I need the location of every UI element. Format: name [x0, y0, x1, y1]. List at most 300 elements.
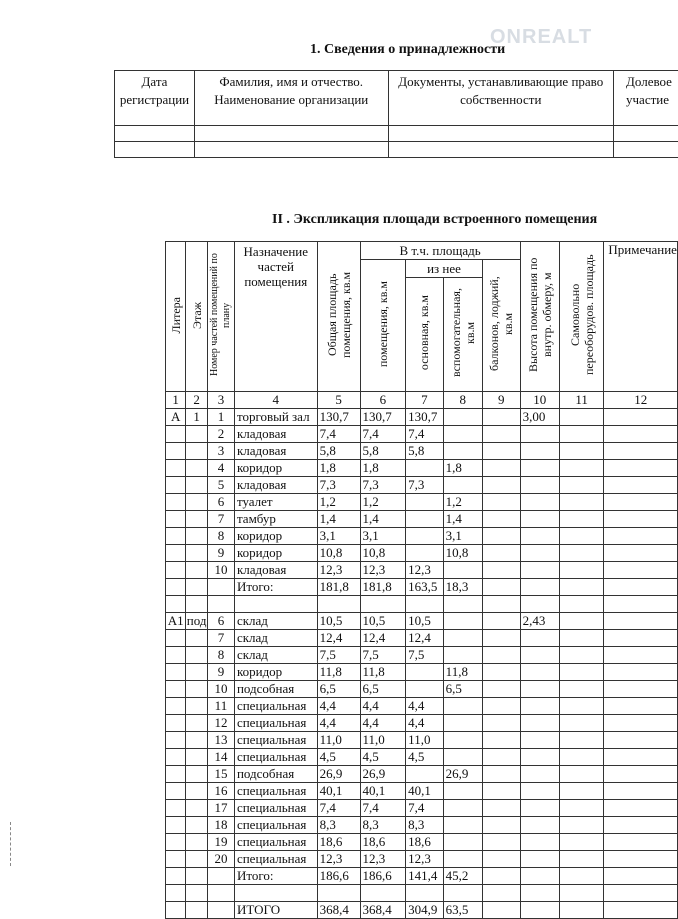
table-cell: 1,2	[317, 494, 360, 511]
table-cell	[604, 732, 678, 749]
table-cell: 6	[207, 494, 234, 511]
table-cell	[520, 800, 559, 817]
table-cell: 3,1	[360, 528, 406, 545]
table-cell	[520, 630, 559, 647]
table-cell	[406, 545, 444, 562]
table-cell: коридор	[234, 528, 317, 545]
table-cell	[520, 851, 559, 868]
table-cell	[482, 783, 520, 800]
table-cell: 12,4	[317, 630, 360, 647]
table-cell: 181,8	[317, 579, 360, 596]
header-height: Высота помещения по внутр. обмеру, м	[520, 242, 559, 392]
table-cell	[443, 732, 482, 749]
explication-table	[165, 241, 678, 919]
header-ownership-documents: Документы, устанавливающие право собственности	[388, 71, 614, 126]
table-cell: 1,4	[317, 511, 360, 528]
table-cell: тамбур	[234, 511, 317, 528]
table-cell	[443, 885, 482, 902]
table-cell	[559, 732, 604, 749]
table-cell: 4,4	[406, 698, 444, 715]
table-cell	[482, 460, 520, 477]
header-part-number: Номер частей помещений по плану	[207, 242, 234, 392]
table-cell	[482, 817, 520, 834]
table-cell: 12,3	[406, 562, 444, 579]
table-row	[166, 426, 678, 443]
table-cell	[520, 681, 559, 698]
table-cell: склад	[234, 613, 317, 630]
table-cell	[360, 885, 406, 902]
table-cell	[234, 596, 317, 613]
table-cell	[482, 834, 520, 851]
watermark-logo: ONREALT	[490, 26, 592, 49]
table-cell: 14	[207, 749, 234, 766]
table-row	[115, 142, 678, 158]
table-cell	[604, 613, 678, 630]
table-cell	[559, 715, 604, 732]
table-cell: 1,8	[360, 460, 406, 477]
table-row	[166, 885, 678, 902]
table-cell: 12,3	[360, 562, 406, 579]
table-cell: 40,1	[360, 783, 406, 800]
table-cell: 9	[207, 545, 234, 562]
table-cell: 11	[207, 698, 234, 715]
table-cell: 1	[186, 409, 208, 426]
table-row	[166, 630, 678, 647]
table-cell	[406, 766, 444, 783]
table-cell	[520, 664, 559, 681]
table-cell: 12,3	[317, 851, 360, 868]
header-owner-name: Фамилия, имя и отчество. Наименование организации	[194, 71, 388, 126]
table-cell: 18	[207, 817, 234, 834]
table-cell: 1,2	[360, 494, 406, 511]
table-row	[166, 817, 678, 834]
table-cell	[482, 868, 520, 885]
table-cell	[604, 715, 678, 732]
table-cell: 12,3	[406, 851, 444, 868]
table-cell	[166, 732, 186, 749]
table-cell	[166, 749, 186, 766]
table-cell	[482, 647, 520, 664]
table-cell: 10,8	[443, 545, 482, 562]
table-cell	[406, 596, 444, 613]
table-cell: 7,4	[317, 426, 360, 443]
table-cell	[166, 817, 186, 834]
table-cell	[604, 800, 678, 817]
table-cell: 11,0	[406, 732, 444, 749]
table-cell	[482, 902, 520, 919]
table-cell	[559, 834, 604, 851]
table-row	[166, 477, 678, 494]
table-cell: кладовая	[234, 562, 317, 579]
table-cell	[559, 766, 604, 783]
header-note: Примечание	[604, 242, 678, 392]
table-cell	[443, 749, 482, 766]
table-cell	[520, 426, 559, 443]
table-cell: 130,7	[360, 409, 406, 426]
table-cell	[186, 545, 208, 562]
table-cell	[207, 902, 234, 919]
table-cell	[443, 630, 482, 647]
table-cell: 16	[207, 783, 234, 800]
table-cell: подсобная	[234, 766, 317, 783]
table-cell	[443, 443, 482, 460]
table-row	[166, 494, 678, 511]
table-cell: 8,3	[317, 817, 360, 834]
table-cell	[520, 885, 559, 902]
table-cell: 3,00	[520, 409, 559, 426]
table-cell	[604, 443, 678, 460]
table-cell: 9	[207, 664, 234, 681]
table-cell	[520, 579, 559, 596]
table-cell	[443, 426, 482, 443]
table-cell	[406, 494, 444, 511]
table-cell	[482, 681, 520, 698]
table-cell: 7,4	[406, 426, 444, 443]
table-cell	[166, 477, 186, 494]
table-cell: 12	[207, 715, 234, 732]
table-cell	[406, 664, 444, 681]
table-cell	[482, 800, 520, 817]
table-cell	[520, 545, 559, 562]
table-cell	[443, 613, 482, 630]
table-cell	[186, 902, 208, 919]
table-cell: 8,3	[360, 817, 406, 834]
table-cell	[482, 613, 520, 630]
table-cell	[604, 783, 678, 800]
table-cell	[166, 834, 186, 851]
table-cell: 7,3	[360, 477, 406, 494]
table-cell	[186, 851, 208, 868]
table-cell	[317, 596, 360, 613]
table-cell	[166, 630, 186, 647]
table-cell: кладовая	[234, 477, 317, 494]
table-cell	[604, 528, 678, 545]
table-cell	[559, 562, 604, 579]
column-numbers-row: 1 2 3 4 5 6 7 8 9 10 11 12	[166, 392, 678, 409]
table-cell: 11,0	[317, 732, 360, 749]
table-cell	[186, 783, 208, 800]
table-cell	[559, 460, 604, 477]
table-cell	[559, 443, 604, 460]
table-cell	[482, 596, 520, 613]
header-total-area: Общая площадь помещения, кв.м	[317, 242, 360, 392]
table-cell	[559, 749, 604, 766]
table-cell	[559, 545, 604, 562]
table-cell: 8	[207, 528, 234, 545]
table-cell	[604, 511, 678, 528]
header-premises-area: помещения, кв.м	[360, 260, 406, 392]
table-cell	[186, 681, 208, 698]
table-cell	[186, 443, 208, 460]
table-cell	[186, 715, 208, 732]
table-cell	[186, 494, 208, 511]
table-row	[166, 596, 678, 613]
table-cell	[166, 681, 186, 698]
table-row	[166, 613, 678, 630]
table-cell: 7,4	[317, 800, 360, 817]
table-cell: 4,4	[360, 698, 406, 715]
table-cell	[520, 783, 559, 800]
table-cell: 1,8	[443, 460, 482, 477]
table-cell	[166, 868, 186, 885]
table-cell: туалет	[234, 494, 317, 511]
header-floor: Этаж	[186, 242, 208, 392]
header-unauthorized: Самовольно переоборудов. площадь	[559, 242, 604, 392]
table-cell	[186, 749, 208, 766]
table-row	[166, 647, 678, 664]
table-cell: 1,4	[360, 511, 406, 528]
table-cell: 4,4	[317, 698, 360, 715]
table-cell	[166, 902, 186, 919]
table-cell	[482, 885, 520, 902]
table-row	[166, 800, 678, 817]
table-cell	[166, 562, 186, 579]
table-cell: 11,8	[443, 664, 482, 681]
table-cell	[166, 494, 186, 511]
table-cell: 163,5	[406, 579, 444, 596]
table-cell	[166, 426, 186, 443]
table-cell: 11,8	[317, 664, 360, 681]
table-cell: 6,5	[317, 681, 360, 698]
table-cell	[604, 562, 678, 579]
table-cell: 2,43	[520, 613, 559, 630]
table-cell	[482, 579, 520, 596]
table-cell: 130,7	[406, 409, 444, 426]
table-cell: склад	[234, 647, 317, 664]
table-row	[166, 664, 678, 681]
table-cell: 5,8	[360, 443, 406, 460]
table-cell: 12,4	[406, 630, 444, 647]
table-cell	[186, 885, 208, 902]
table-cell: 4,4	[360, 715, 406, 732]
table-cell	[443, 715, 482, 732]
table-cell	[520, 494, 559, 511]
table-cell: 8	[207, 647, 234, 664]
table-cell: 15	[207, 766, 234, 783]
header-registration-date: Дата регистрации	[115, 71, 195, 126]
table-row	[166, 783, 678, 800]
table-row	[166, 409, 678, 426]
table-cell	[482, 528, 520, 545]
table-cell: 7	[207, 511, 234, 528]
table-cell	[166, 443, 186, 460]
table-cell	[559, 664, 604, 681]
table-cell: 11,0	[360, 732, 406, 749]
table-cell	[482, 630, 520, 647]
table-cell: 6	[207, 613, 234, 630]
table-cell: 45,2	[443, 868, 482, 885]
table-cell	[559, 817, 604, 834]
table-cell: 7,4	[360, 800, 406, 817]
table-cell	[604, 902, 678, 919]
table-cell: 368,4	[360, 902, 406, 919]
table-cell: 10	[207, 562, 234, 579]
table-cell	[186, 630, 208, 647]
header-main-area: основная, кв.м	[406, 278, 444, 392]
table-cell	[166, 664, 186, 681]
table-cell	[559, 511, 604, 528]
header-balcony: балконов, лоджий, кв.м	[482, 260, 520, 392]
table-cell: 181,8	[360, 579, 406, 596]
table-cell	[604, 766, 678, 783]
table-cell: 3,1	[443, 528, 482, 545]
table-cell: коридор	[234, 460, 317, 477]
table-cell: специальная	[234, 783, 317, 800]
table-cell	[520, 715, 559, 732]
table-cell	[520, 596, 559, 613]
table-cell: 7,4	[406, 800, 444, 817]
table-cell: коридор	[234, 664, 317, 681]
table-cell: 7,5	[317, 647, 360, 664]
table-cell: 130,7	[317, 409, 360, 426]
table-cell: специальная	[234, 698, 317, 715]
header-auxiliary-area: вспомогательная, кв.м	[443, 278, 482, 392]
table-cell: 7	[207, 630, 234, 647]
table-cell	[520, 834, 559, 851]
table-cell: 6,5	[443, 681, 482, 698]
table-cell	[443, 647, 482, 664]
table-row	[166, 868, 678, 885]
table-row	[166, 766, 678, 783]
table-cell	[604, 681, 678, 698]
table-cell	[166, 545, 186, 562]
table-cell	[482, 749, 520, 766]
table-cell	[166, 596, 186, 613]
table-cell	[559, 698, 604, 715]
table-cell	[520, 562, 559, 579]
table-cell	[186, 766, 208, 783]
table-cell: 7,3	[406, 477, 444, 494]
table-cell: ИТОГО	[234, 902, 317, 919]
table-cell	[443, 800, 482, 817]
table-cell	[406, 528, 444, 545]
table-cell	[482, 494, 520, 511]
table-cell	[186, 698, 208, 715]
table-cell	[186, 562, 208, 579]
table-cell	[604, 868, 678, 885]
table-cell	[604, 630, 678, 647]
table-cell	[604, 885, 678, 902]
table-row	[166, 834, 678, 851]
table-row	[166, 528, 678, 545]
table-cell: 8,3	[406, 817, 444, 834]
table-cell	[604, 545, 678, 562]
table-row	[166, 545, 678, 562]
table-cell	[604, 409, 678, 426]
table-cell	[520, 868, 559, 885]
table-cell: 10,5	[317, 613, 360, 630]
table-cell: 11,8	[360, 664, 406, 681]
table-cell	[520, 766, 559, 783]
table-cell	[406, 885, 444, 902]
table-cell	[559, 409, 604, 426]
table-cell: 63,5	[443, 902, 482, 919]
table-cell: 26,9	[443, 766, 482, 783]
table-cell: 4,5	[317, 749, 360, 766]
table-cell	[186, 426, 208, 443]
table-cell: 18,3	[443, 579, 482, 596]
table-row	[166, 460, 678, 477]
table-cell: 40,1	[317, 783, 360, 800]
table-cell	[604, 664, 678, 681]
table-cell	[186, 664, 208, 681]
table-cell: 12,3	[317, 562, 360, 579]
table-cell: торговый зал	[234, 409, 317, 426]
table-cell	[482, 511, 520, 528]
table-cell: 40,1	[406, 783, 444, 800]
table-cell: 6,5	[360, 681, 406, 698]
table-cell: 3,1	[317, 528, 360, 545]
table-row	[166, 562, 678, 579]
table-cell	[166, 885, 186, 902]
table-cell	[520, 511, 559, 528]
table-cell: 1,2	[443, 494, 482, 511]
table-cell	[559, 800, 604, 817]
table-cell: 7,5	[406, 647, 444, 664]
table-cell	[482, 664, 520, 681]
table-cell	[166, 647, 186, 664]
table-cell: 4,5	[406, 749, 444, 766]
table-cell	[406, 460, 444, 477]
table-cell: коридор	[234, 545, 317, 562]
table-cell	[559, 681, 604, 698]
table-cell	[186, 477, 208, 494]
table-cell	[482, 698, 520, 715]
table-cell: 4	[207, 460, 234, 477]
table-cell	[559, 630, 604, 647]
ownership-table	[114, 70, 678, 158]
table-cell	[443, 783, 482, 800]
table-cell	[443, 817, 482, 834]
table-row	[166, 749, 678, 766]
table-cell	[604, 477, 678, 494]
table-cell	[360, 596, 406, 613]
section2-title: II . Экспликация площади встроенного помещения	[272, 212, 597, 228]
table-cell: 3	[207, 443, 234, 460]
table-cell: 18,6	[406, 834, 444, 851]
table-cell	[559, 885, 604, 902]
table-cell	[604, 647, 678, 664]
table-cell: А1	[166, 613, 186, 630]
table-cell	[443, 477, 482, 494]
table-cell: А	[166, 409, 186, 426]
table-cell	[604, 834, 678, 851]
table-cell	[166, 800, 186, 817]
table-cell: 20	[207, 851, 234, 868]
table-cell	[559, 477, 604, 494]
table-cell: 18,6	[317, 834, 360, 851]
table-cell: 12,3	[360, 851, 406, 868]
table-cell	[443, 596, 482, 613]
table-cell	[406, 681, 444, 698]
scan-mark	[10, 822, 13, 866]
table-cell: 1,8	[317, 460, 360, 477]
table-cell: 4,4	[317, 715, 360, 732]
table-cell	[186, 647, 208, 664]
table-cell	[482, 477, 520, 494]
explication-rows	[166, 409, 678, 919]
table-cell	[317, 885, 360, 902]
header-purpose: Назначение частей помещения	[234, 242, 317, 392]
table-row	[166, 902, 678, 919]
table-cell	[166, 460, 186, 477]
table-cell	[604, 817, 678, 834]
table-cell	[520, 749, 559, 766]
table-cell: Итого:	[234, 868, 317, 885]
table-row	[166, 443, 678, 460]
table-cell	[186, 596, 208, 613]
table-cell	[520, 460, 559, 477]
